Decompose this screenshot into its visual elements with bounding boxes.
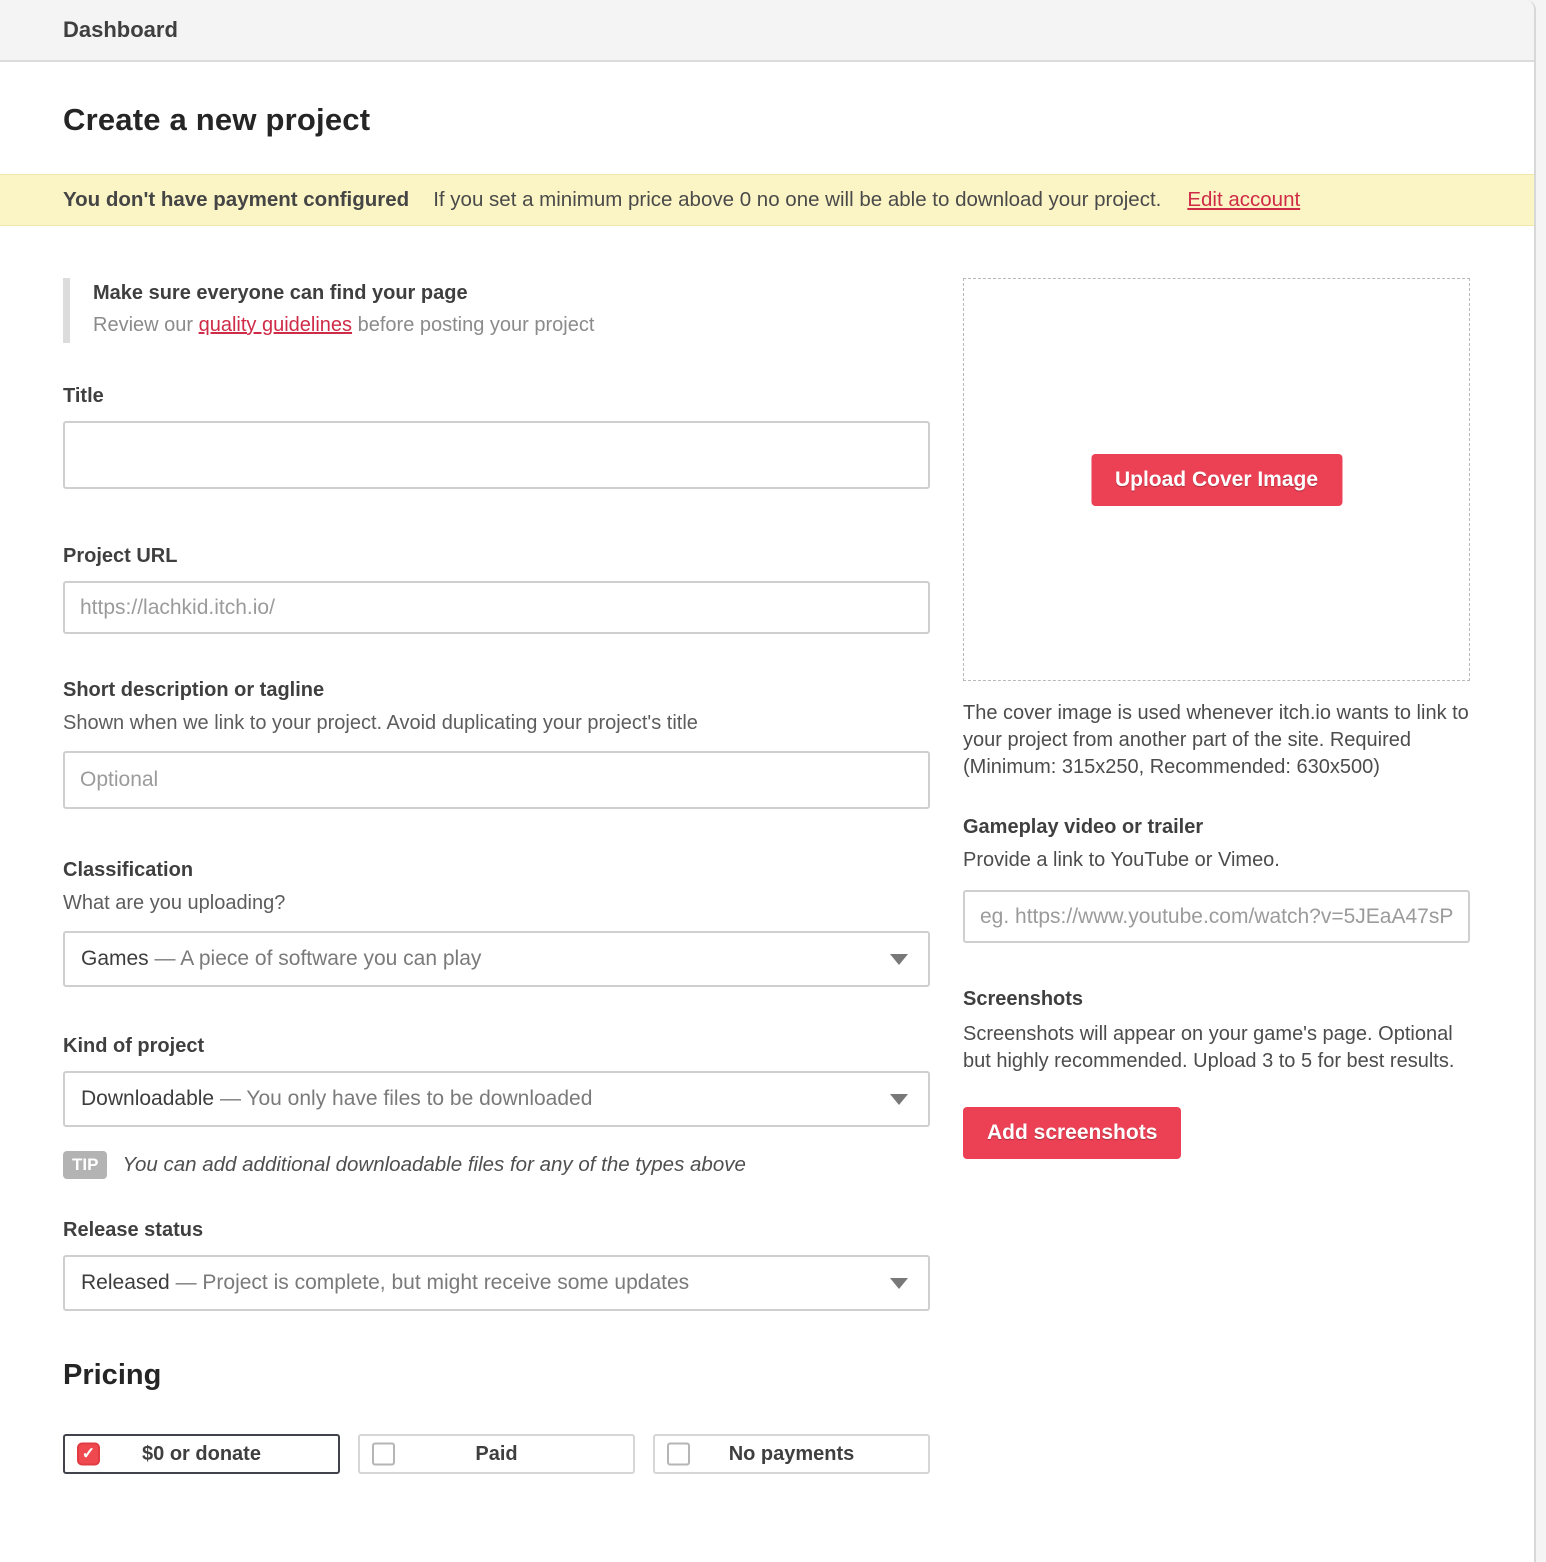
gameplay-video-label: Gameplay video or trailer xyxy=(963,816,1204,839)
pricing-option-paid[interactable] xyxy=(358,1434,635,1474)
chevron-down-icon xyxy=(890,1278,908,1289)
add-screenshots-button[interactable]: Add screenshots xyxy=(963,1107,1181,1159)
title-input[interactable] xyxy=(63,421,930,489)
gameplay-video-field-group xyxy=(963,816,1470,943)
title-field-group xyxy=(63,385,930,489)
kind-field-group xyxy=(63,1035,930,1127)
chevron-down-icon xyxy=(890,1094,908,1105)
short-description-field-group xyxy=(63,679,930,809)
release-status-label: Release status xyxy=(63,1219,204,1241)
title-label: Title xyxy=(63,385,104,407)
payment-warning-banner xyxy=(0,174,1534,226)
short-description-input[interactable] xyxy=(63,751,930,809)
kind-value: Downloadable xyxy=(81,1087,215,1110)
quality-notice xyxy=(63,278,930,343)
tip-row xyxy=(63,1151,930,1179)
screenshots-label: Screenshots xyxy=(963,988,1084,1011)
notice-post-text: before posting your project xyxy=(352,314,595,336)
checkbox-icon xyxy=(372,1443,395,1466)
pricing-option-label: $0 or donate xyxy=(142,1442,261,1465)
breadcrumb-dashboard[interactable]: Dashboard xyxy=(63,17,178,42)
page-title: Create a new project xyxy=(63,102,371,137)
checkbox-icon xyxy=(77,1443,100,1466)
pricing-heading: Pricing xyxy=(63,1359,162,1391)
pricing-option-label: No payments xyxy=(728,1442,855,1465)
checkbox-icon xyxy=(667,1443,690,1466)
screenshots-section xyxy=(963,988,1470,1159)
release-status-field-group xyxy=(63,1219,930,1311)
classification-value-description: — A piece of software you can play xyxy=(148,947,482,970)
edit-account-link[interactable]: Edit account xyxy=(1187,188,1301,211)
notice-pre-text: Review our xyxy=(93,314,199,336)
form-left-column xyxy=(63,278,930,1474)
chevron-down-icon xyxy=(890,954,908,965)
kind-select[interactable] xyxy=(63,1071,930,1127)
short-description-help: Shown when we link to your project. Avoid duplicating your project's title xyxy=(63,712,698,734)
screenshots-help: Screenshots will appear on your game's page. Optional but highly recommended. Upload 3 to 5 for best results. xyxy=(963,1023,1455,1073)
classification-select[interactable] xyxy=(63,931,930,987)
banner-text: If you set a minimum price above 0 no one will be able to download your project. xyxy=(433,188,1162,211)
release-status-value-description: — Project is complete, but might receive some updates xyxy=(169,1271,690,1294)
classification-help: What are you uploading? xyxy=(63,892,286,914)
kind-label: Kind of project xyxy=(63,1035,205,1057)
form-right-column xyxy=(963,278,1470,1474)
project-url-label: Project URL xyxy=(63,545,178,567)
main-content xyxy=(0,226,1534,1474)
kind-value-description: — You only have files to be downloaded xyxy=(214,1087,593,1110)
pricing-option-zero-or-donate[interactable] xyxy=(63,1434,340,1474)
project-url-input[interactable] xyxy=(63,581,930,634)
release-status-select[interactable] xyxy=(63,1255,930,1311)
quality-notice-title: Make sure everyone can find your page xyxy=(93,282,468,304)
tip-text: You can add additional downloadable files for any of the types above xyxy=(122,1153,746,1176)
cover-image-description: The cover image is used whenever itch.io wants to link to your project from another part of the site. Required (Minimum: 315x250, Recommended: 630x500) xyxy=(963,702,1469,778)
banner-bold-text: You don't have payment configured xyxy=(63,188,410,211)
quality-guidelines-link[interactable]: quality guidelines xyxy=(198,314,353,336)
pricing-option-label: Paid xyxy=(475,1442,518,1465)
classification-field-group xyxy=(63,859,930,987)
short-description-label: Short description or tagline xyxy=(63,679,325,701)
upload-cover-image-button[interactable]: Upload Cover Image xyxy=(1091,454,1342,506)
gameplay-video-input[interactable] xyxy=(963,890,1470,943)
classification-label: Classification xyxy=(63,859,194,881)
pricing-options-row xyxy=(63,1434,930,1474)
cover-image-dropzone xyxy=(963,278,1470,681)
tip-badge: TIP xyxy=(63,1151,107,1179)
quality-notice-subtitle xyxy=(93,314,930,337)
dashboard-topbar xyxy=(0,0,1534,62)
release-status-value: Released xyxy=(81,1271,170,1294)
page-head xyxy=(0,102,1534,138)
gameplay-video-help: Provide a link to YouTube or Vimeo. xyxy=(963,849,1280,872)
classification-value: Games xyxy=(81,947,149,970)
pricing-option-no-payments[interactable] xyxy=(653,1434,930,1474)
check-icon: ✓ xyxy=(81,1445,96,1462)
project-url-field-group xyxy=(63,545,930,634)
